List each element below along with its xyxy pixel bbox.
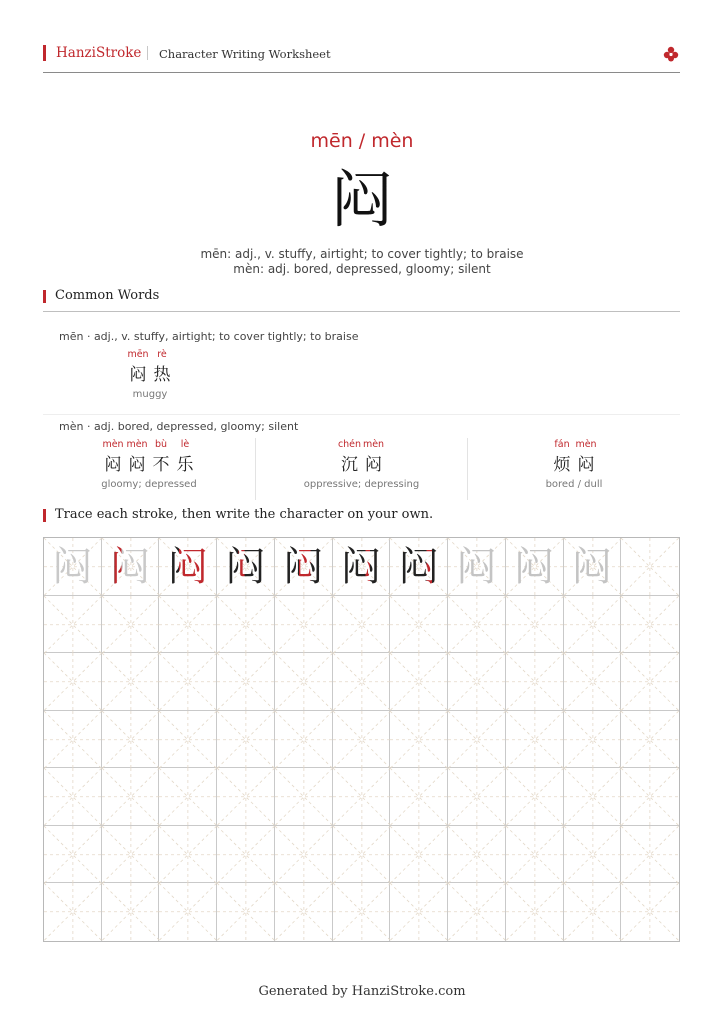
pinyin-syllable: lè — [180, 439, 190, 450]
practice-cell[interactable] — [159, 768, 217, 826]
practice-cell[interactable] — [275, 826, 333, 884]
practice-cell[interactable] — [333, 538, 391, 596]
practice-cell[interactable] — [159, 538, 217, 596]
practice-cell[interactable] — [448, 596, 506, 654]
practice-cell[interactable] — [621, 883, 679, 941]
practice-cell[interactable] — [102, 538, 160, 596]
practice-cell[interactable] — [621, 653, 679, 711]
practice-cell[interactable] — [448, 768, 506, 826]
word-card — [256, 438, 467, 492]
word-meaning: gloomy; depressed — [101, 479, 197, 490]
practice-cell[interactable] — [275, 538, 333, 596]
practice-cell[interactable] — [333, 883, 391, 941]
practice-cell[interactable] — [564, 768, 622, 826]
pinyin-syllable: mèn — [126, 439, 148, 450]
word-meaning: bored / dull — [545, 479, 603, 490]
word-hanzi — [44, 452, 254, 478]
practice-cell[interactable] — [506, 596, 564, 654]
pinyin-syllable: chén — [337, 439, 362, 450]
practice-cell[interactable] — [506, 711, 564, 769]
word-hanzi — [468, 452, 680, 478]
instruction-text: Trace each stroke, then write the character on your own. — [55, 507, 434, 522]
practice-cell[interactable] — [390, 538, 448, 596]
practice-cell[interactable] — [621, 596, 679, 654]
worksheet-header — [43, 44, 680, 73]
stroke-order-char: 闷 — [333, 538, 390, 595]
practice-cell[interactable] — [44, 768, 102, 826]
practice-cell[interactable] — [448, 826, 506, 884]
stroke-order-char: 闷 — [102, 538, 159, 595]
practice-cell[interactable] — [448, 653, 506, 711]
main-character: 闷 — [330, 163, 393, 236]
practice-cell[interactable] — [448, 711, 506, 769]
pinyin-syllable: rè — [157, 349, 167, 360]
stroke-order-char: 闷 — [275, 538, 332, 595]
practice-cell[interactable] — [217, 596, 275, 654]
section-divider — [43, 311, 680, 312]
word-group-divider — [43, 414, 680, 415]
practice-cell[interactable] — [564, 653, 622, 711]
practice-cell[interactable] — [564, 826, 622, 884]
practice-cell[interactable] — [102, 653, 160, 711]
practice-cell[interactable] — [621, 711, 679, 769]
practice-cell[interactable] — [275, 653, 333, 711]
pinyin-syllable: bù — [154, 439, 168, 450]
word-hanzi — [120, 362, 180, 388]
practice-cell[interactable] — [217, 711, 275, 769]
definition-line: mēn: adj., v. stuffy, airtight; to cover tightly; to braise — [200, 247, 524, 261]
practice-cell[interactable] — [621, 768, 679, 826]
word-hanzi — [256, 452, 467, 478]
practice-cell[interactable] — [275, 768, 333, 826]
section-title-text: Common Words — [55, 288, 160, 303]
practice-cell[interactable] — [275, 883, 333, 941]
practice-cell[interactable] — [44, 711, 102, 769]
practice-cell[interactable] — [506, 653, 564, 711]
practice-cell[interactable] — [621, 826, 679, 884]
practice-cell[interactable] — [390, 596, 448, 654]
header-divider — [147, 46, 148, 60]
hanzi-char: 热 — [153, 365, 171, 385]
practice-cell[interactable] — [275, 596, 333, 654]
practice-cell[interactable] — [564, 538, 622, 596]
practice-cell[interactable] — [102, 596, 160, 654]
hanzi-char: 沉 — [341, 455, 358, 475]
section-accent-bar — [43, 509, 46, 522]
practice-cell[interactable] — [390, 711, 448, 769]
practice-cell[interactable] — [102, 826, 160, 884]
practice-cell[interactable] — [621, 538, 679, 596]
practice-cell[interactable] — [506, 826, 564, 884]
pinyin-syllable: mēn — [127, 349, 149, 360]
practice-cell[interactable] — [44, 596, 102, 654]
word-pinyin — [44, 438, 254, 452]
practice-grid — [43, 537, 680, 942]
hanzi-char: 闷 — [128, 455, 146, 475]
hanzi-char: 乐 — [176, 455, 194, 475]
practice-cell[interactable] — [44, 653, 102, 711]
practice-cell[interactable] — [333, 711, 391, 769]
practice-cell[interactable] — [159, 711, 217, 769]
hanzi-char: 闷 — [577, 455, 595, 475]
pinyin-syllable: mèn — [575, 439, 597, 450]
practice-cell[interactable] — [506, 883, 564, 941]
practice-cell[interactable] — [506, 538, 564, 596]
pinyin-syllable: mèn — [362, 439, 385, 450]
word-pinyin — [468, 438, 680, 452]
word-meaning: oppressive; depressing — [303, 479, 420, 490]
word-meaning: muggy — [132, 389, 168, 400]
practice-cell[interactable] — [564, 711, 622, 769]
character-pinyin: mēn / mèn — [310, 130, 414, 152]
word-card — [120, 348, 180, 402]
stroke-order-char: 闷 — [390, 538, 447, 595]
brand-name[interactable]: HanziStroke — [56, 45, 142, 61]
practice-cell[interactable] — [217, 826, 275, 884]
hanzi-char: 不 — [152, 455, 170, 475]
practice-cell[interactable] — [448, 538, 506, 596]
practice-cell[interactable] — [564, 596, 622, 654]
practice-cell[interactable] — [217, 883, 275, 941]
practice-cell[interactable] — [159, 596, 217, 654]
flower-logo-icon — [663, 46, 679, 62]
practice-cell[interactable] — [275, 711, 333, 769]
practice-cell[interactable] — [44, 826, 102, 884]
stroke-order-char: 闷 — [456, 544, 497, 590]
stroke-order-char: 闷 — [159, 538, 216, 595]
worksheet-subtitle: Character Writing Worksheet — [159, 47, 331, 61]
word-pinyin — [120, 348, 180, 362]
practice-cell[interactable] — [102, 883, 160, 941]
practice-cell[interactable] — [217, 653, 275, 711]
practice-cell[interactable] — [390, 826, 448, 884]
hanzi-char: 闷 — [104, 455, 122, 475]
practice-cell[interactable] — [159, 653, 217, 711]
pinyin-syllable: fán — [554, 439, 570, 450]
hanzi-char: 闷 — [129, 365, 147, 385]
practice-cell[interactable] — [448, 883, 506, 941]
word-group-heading: mèn · adj. bored, depressed, gloomy; silent — [59, 420, 299, 433]
stroke-order-char: 闷 — [514, 544, 555, 590]
practice-cell[interactable] — [159, 826, 217, 884]
practice-cell[interactable] — [390, 883, 448, 941]
word-group-heading: mēn · adj., v. stuffy, airtight; to cover tightly; to braise — [59, 330, 359, 343]
word-pinyin — [256, 438, 467, 452]
word-card — [468, 438, 680, 492]
practice-cell[interactable] — [564, 883, 622, 941]
pinyin-syllable: mèn — [102, 439, 124, 450]
practice-cell[interactable] — [390, 653, 448, 711]
definition-line: mèn: adj. bored, depressed, gloomy; silent — [233, 262, 491, 276]
practice-cell[interactable] — [506, 768, 564, 826]
practice-cell[interactable] — [217, 768, 275, 826]
stroke-order-char: 闷 — [44, 538, 101, 595]
practice-cell[interactable] — [390, 768, 448, 826]
section-accent-bar — [43, 290, 46, 303]
practice-cell[interactable] — [159, 883, 217, 941]
practice-cell[interactable] — [44, 883, 102, 941]
word-card — [44, 438, 254, 492]
stroke-order-char: 闷 — [217, 538, 274, 595]
practice-cell[interactable] — [333, 596, 391, 654]
stroke-order-char: 闷 — [571, 544, 612, 590]
practice-cell[interactable] — [44, 538, 102, 596]
footer-credit: Generated by HanziStroke.com — [258, 984, 466, 999]
practice-cell[interactable] — [102, 711, 160, 769]
practice-cell[interactable] — [333, 826, 391, 884]
brand-accent-bar — [43, 45, 46, 61]
practice-cell[interactable] — [333, 768, 391, 826]
practice-cell[interactable] — [217, 538, 275, 596]
practice-cell[interactable] — [102, 768, 160, 826]
hanzi-char: 烦 — [553, 455, 571, 475]
practice-cell[interactable] — [333, 653, 391, 711]
hanzi-char: 闷 — [365, 455, 382, 475]
